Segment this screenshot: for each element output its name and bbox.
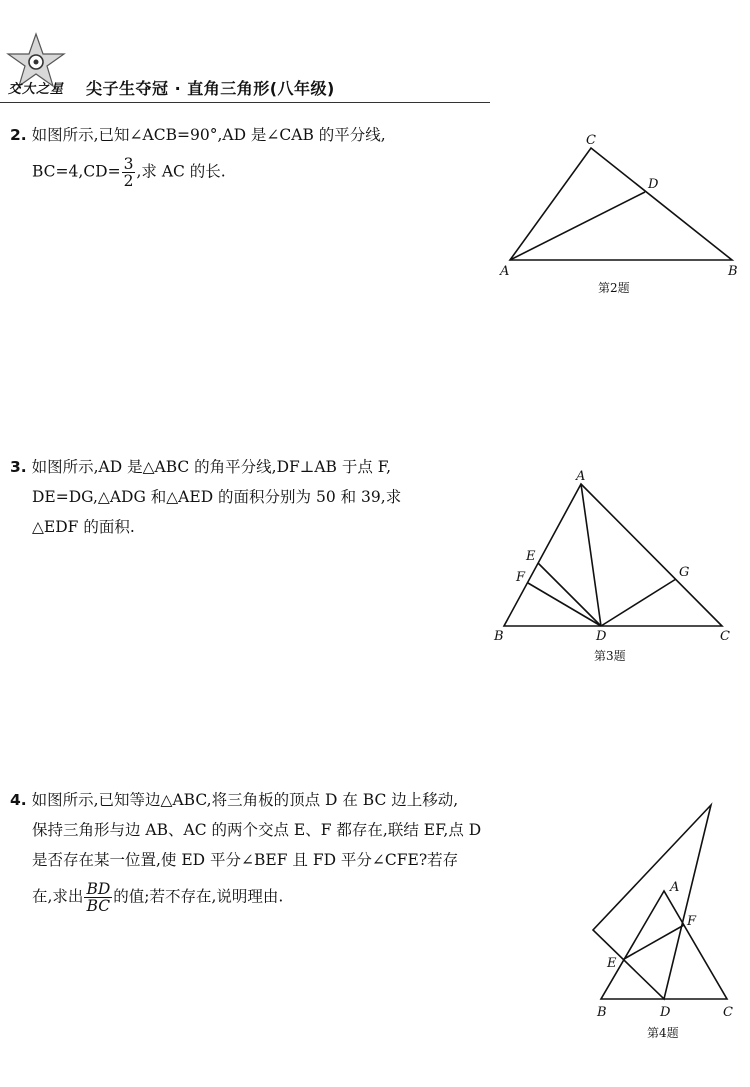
figure-caption: 第2题 xyxy=(598,281,630,295)
fraction-denominator: 2 xyxy=(123,172,134,190)
figure-3 xyxy=(490,468,745,668)
label-f: F xyxy=(516,570,526,585)
label-d: D xyxy=(660,1005,671,1020)
label-c: C xyxy=(723,1005,733,1020)
label-d: D xyxy=(648,177,659,192)
figure-4 xyxy=(585,799,745,1049)
figure-caption: 第3题 xyxy=(594,649,626,663)
problem-number: 4. xyxy=(10,791,27,809)
page-header xyxy=(0,0,750,110)
label-f: F xyxy=(687,914,697,929)
problem-line: 在,求出 xyxy=(32,887,84,906)
problem-line: ,求 AC 的长. xyxy=(136,162,226,181)
label-c: C xyxy=(720,629,730,644)
bisector-ad xyxy=(581,484,601,626)
label-g: G xyxy=(679,565,690,580)
header-divider xyxy=(0,102,490,103)
brand-name: 交大之星 xyxy=(8,82,65,97)
problem-line: BC=4,CD= xyxy=(32,162,121,181)
label-c: C xyxy=(586,133,596,148)
fraction xyxy=(122,156,136,189)
problem-line: DE=DG,△ADG 和△AED 的面积分别为 50 和 39,求 xyxy=(32,488,402,506)
label-b: B xyxy=(494,629,504,644)
label-a: A xyxy=(500,264,510,279)
problem-line: △EDF 的面积. xyxy=(32,518,135,536)
triangle-abc xyxy=(504,484,722,626)
problem-number: 3. xyxy=(10,458,27,476)
figure-caption: 第4题 xyxy=(647,1026,679,1040)
figure-2 xyxy=(490,126,745,301)
problem-line: 如图所示,AD 是△ABC 的角平分线,DF⊥AB 于点 F, xyxy=(31,458,392,476)
problem-line: 如图所示,已知等边△ABC,将三角板的顶点 D 在 BC 边上移动, xyxy=(31,791,459,809)
label-d: D xyxy=(596,629,607,644)
bisector-ad xyxy=(510,192,645,260)
label-b: B xyxy=(597,1005,607,1020)
triangle-abc xyxy=(601,891,727,999)
fraction-numerator: BD xyxy=(86,880,111,898)
segment-dg xyxy=(601,579,676,626)
fraction-denominator: BC xyxy=(86,897,111,915)
label-b: B xyxy=(728,264,738,279)
fraction-numerator: 3 xyxy=(123,155,134,173)
label-a: A xyxy=(670,880,680,895)
problem-number: 2. xyxy=(10,126,27,144)
problem-2-text xyxy=(10,120,480,189)
label-e: E xyxy=(526,549,536,564)
fraction xyxy=(84,881,112,914)
problem-line: 的值;若不存在,说明理由. xyxy=(113,887,284,906)
problem-line: 保持三角形与边 AB、AC 的两个交点 E、F 都存在,联结 EF,点 D xyxy=(32,821,482,839)
problem-3-text xyxy=(10,452,480,542)
problem-line: 如图所示,已知∠ACB=90°,AD 是∠CAB 的平分线, xyxy=(31,126,386,144)
label-a: A xyxy=(576,469,586,484)
problem-4-text xyxy=(10,785,570,914)
book-title: 尖子生夺冠 · 直角三角形(八年级) xyxy=(86,79,335,98)
problem-line: 是否存在某一位置,使 ED 平分∠BEF 且 FD 平分∠CFE?若存 xyxy=(32,851,459,869)
label-e: E xyxy=(607,956,617,971)
